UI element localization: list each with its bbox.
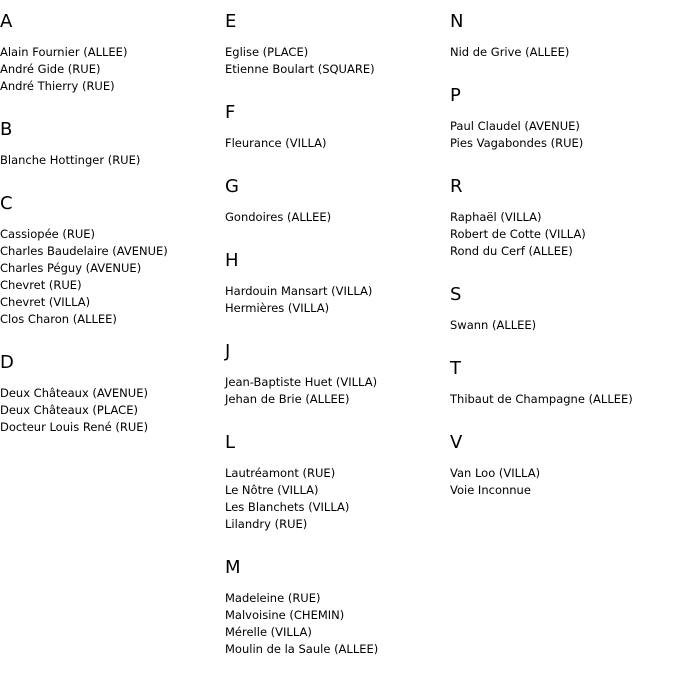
letter-heading: N	[450, 11, 464, 32]
letter-heading: B	[0, 119, 13, 140]
letter-section	[450, 176, 675, 260]
street-link[interactable]: Le Nôtre (VILLA)	[225, 482, 319, 497]
street-link[interactable]: Hermières (VILLA)	[225, 300, 330, 315]
street-link[interactable]: Paul Claudel (AVENUE)	[450, 118, 580, 133]
street-link[interactable]: Jean-Baptiste Huet (VILLA)	[225, 374, 378, 389]
street-link[interactable]: Voie Inconnue	[450, 482, 531, 497]
letter-heading: T	[450, 358, 461, 379]
street-link[interactable]: Lilandry (RUE)	[225, 516, 308, 531]
letter-heading: D	[0, 352, 14, 373]
letter-section	[225, 432, 450, 533]
letter-heading: J	[225, 341, 231, 362]
street-link[interactable]: Lautréamont (RUE)	[225, 465, 336, 480]
letter-section	[225, 557, 450, 658]
letter-heading: F	[225, 102, 236, 123]
index-column	[225, 11, 450, 682]
street-link[interactable]: Pies Vagabondes (RUE)	[450, 135, 584, 150]
letter-section	[0, 119, 225, 169]
street-link[interactable]: André Thierry (RUE)	[0, 78, 115, 93]
street-link[interactable]: Nid de Grive (ALLEE)	[450, 44, 570, 59]
street-link[interactable]: Van Loo (VILLA)	[450, 465, 541, 480]
street-link[interactable]: Deux Châteaux (PLACE)	[0, 402, 138, 417]
street-link[interactable]: Swann (ALLEE)	[450, 317, 537, 332]
letter-heading: G	[225, 176, 239, 197]
letter-section	[225, 250, 450, 317]
letter-section	[0, 193, 225, 328]
street-link[interactable]: Malvoisine (CHEMIN)	[225, 607, 345, 622]
street-link[interactable]: Moulin de la Saule (ALLEE)	[225, 641, 379, 656]
letter-section	[0, 11, 225, 95]
letter-section	[450, 85, 675, 152]
street-link[interactable]: Les Blanchets (VILLA)	[225, 499, 350, 514]
letter-section	[225, 176, 450, 226]
street-link[interactable]: Gondoires (ALLEE)	[225, 209, 332, 224]
letter-section	[225, 341, 450, 408]
letter-heading: V	[450, 432, 463, 453]
street-link[interactable]: Fleurance (VILLA)	[225, 135, 327, 150]
street-link[interactable]: Chevret (RUE)	[0, 277, 82, 292]
index-column	[450, 11, 675, 682]
letter-section	[450, 11, 675, 61]
street-link[interactable]: Jehan de Brie (ALLEE)	[225, 391, 350, 406]
street-link[interactable]: Thibaut de Champagne (ALLEE)	[450, 391, 633, 406]
letter-section	[225, 102, 450, 152]
letter-heading: E	[225, 11, 237, 32]
letter-heading: H	[225, 250, 239, 271]
letter-section	[450, 432, 675, 499]
street-link[interactable]: Etienne Boulart (SQUARE)	[225, 61, 375, 76]
street-link[interactable]: Deux Châteaux (AVENUE)	[0, 385, 148, 400]
letter-heading: M	[225, 557, 241, 578]
street-link[interactable]: Clos Charon (ALLEE)	[0, 311, 117, 326]
street-link[interactable]: Chevret (VILLA)	[0, 294, 91, 309]
letter-section	[450, 284, 675, 334]
index-column	[0, 11, 225, 682]
street-link[interactable]: Madeleine (RUE)	[225, 590, 321, 605]
street-link[interactable]: Docteur Louis René (RUE)	[0, 419, 149, 434]
street-link[interactable]: Cassiopée (RUE)	[0, 226, 96, 241]
letter-heading: A	[0, 11, 13, 32]
letter-heading: R	[450, 176, 463, 197]
street-link[interactable]: Robert de Cotte (VILLA)	[450, 226, 586, 241]
letter-section	[225, 11, 450, 78]
street-link[interactable]: Mérelle (VILLA)	[225, 624, 312, 639]
letter-section	[0, 352, 225, 436]
street-link[interactable]: Blanche Hottinger (RUE)	[0, 152, 141, 167]
letter-heading: C	[0, 193, 13, 214]
street-link[interactable]: Rond du Cerf (ALLEE)	[450, 243, 573, 258]
street-link[interactable]: Hardouin Mansart (VILLA)	[225, 283, 373, 298]
letter-heading: P	[450, 85, 461, 106]
letter-heading: L	[225, 432, 236, 453]
street-link[interactable]: Alain Fournier (ALLEE)	[0, 44, 128, 59]
letter-heading: S	[450, 284, 462, 305]
street-link[interactable]: Raphaël (VILLA)	[450, 209, 542, 224]
street-link[interactable]: Eglise (PLACE)	[225, 44, 309, 59]
street-link[interactable]: André Gide (RUE)	[0, 61, 101, 76]
street-link[interactable]: Charles Péguy (AVENUE)	[0, 260, 142, 275]
letter-section	[450, 358, 675, 408]
street-link[interactable]: Charles Baudelaire (AVENUE)	[0, 243, 168, 258]
